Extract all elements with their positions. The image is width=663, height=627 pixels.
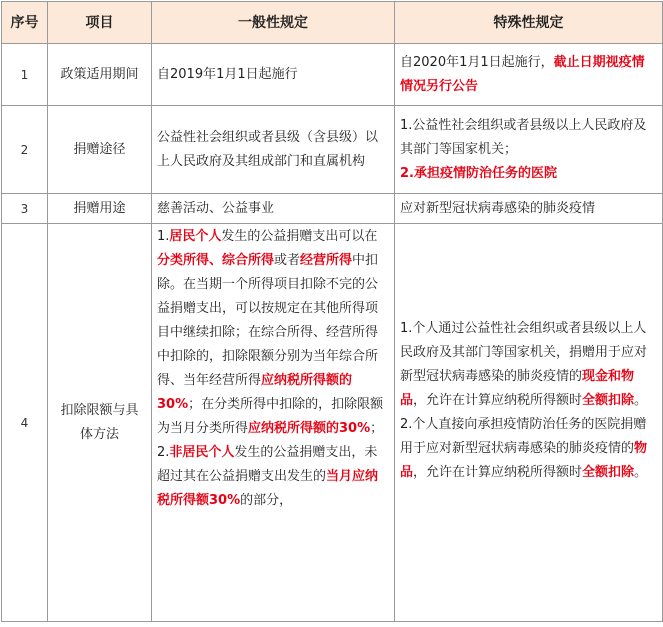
body-text: 2. <box>157 445 170 460</box>
body-text: 的部分， <box>240 493 293 508</box>
body-text: ；在分类所得中扣除的，扣除限额为当月分类所得 <box>157 397 384 436</box>
general-rule <box>152 224 395 622</box>
row-number: 3 <box>2 194 48 224</box>
special-rule <box>395 106 663 194</box>
row-number: 2 <box>2 106 48 194</box>
header-item: 项目 <box>48 2 152 44</box>
general-rule <box>152 44 395 106</box>
general-rule <box>152 194 395 224</box>
highlight-text: 居民个人 <box>169 229 222 244</box>
body-text: 自2020年1月1日起施行， <box>400 54 554 70</box>
body-text: ，允许在计算应纳税所得额时 <box>413 465 583 480</box>
table-header-row <box>2 2 663 44</box>
body-text: 发生的公益捐赠支出可以在 <box>221 229 378 244</box>
row-item: 捐赠途径 <box>48 106 152 194</box>
body-text: 或者 <box>274 253 301 268</box>
special-rule-line <box>400 114 657 162</box>
body-text: ； <box>370 421 384 436</box>
table-row <box>2 224 663 622</box>
special-rule <box>395 224 663 622</box>
row-item: 政策适用期间 <box>48 44 152 106</box>
header-special: 特殊性规定 <box>395 2 663 44</box>
special-rule-text <box>400 317 657 485</box>
body-text: 2.个人直接向承担疫情防治任务的医院捐赠用于应对新型冠状病毒感染的肺炎疫情的 <box>400 417 647 456</box>
highlight-text: 2.承担疫情防治任务的医院 <box>400 165 557 181</box>
body-text: 1.公益性社会组织或者县级以上人民政府及其部门等国家机关； <box>400 117 647 157</box>
highlight-text: 当月应纳税所得额30% <box>157 469 379 508</box>
policy-comparison-table <box>1 1 663 622</box>
header-no: 序号 <box>2 2 48 44</box>
row-number: 4 <box>2 224 48 622</box>
body-text: 。 <box>634 465 648 480</box>
body-text: 慈善活动、公益事业 <box>157 200 275 216</box>
body-text: ，允许在计算应纳税所得额时 <box>413 393 583 408</box>
highlight-text: 分类所得、综合所得 <box>157 253 275 268</box>
special-rule <box>395 44 663 106</box>
special-rule <box>395 194 663 224</box>
body-text: 发生的公益捐赠支出，未超过其在公益捐赠支出发生的 <box>157 445 378 484</box>
general-rule <box>152 106 395 194</box>
highlight-text: 应纳税所得额的30% <box>157 373 353 412</box>
highlight-text: 物品 <box>400 441 648 480</box>
highlight-text: 全额扣除 <box>582 393 635 408</box>
header-general: 一般性规定 <box>152 2 395 44</box>
highlight-text: 全额扣除 <box>582 465 635 480</box>
body-text: 1. <box>157 229 170 244</box>
row-item: 扣除限额与具体方法 <box>48 224 152 622</box>
highlight-text: 截止日期视疫情情况另行公告 <box>400 54 645 94</box>
table-row <box>2 106 663 194</box>
body-text: 。 <box>634 393 648 408</box>
highlight-text: 经营所得 <box>300 253 353 268</box>
table-row <box>2 44 663 106</box>
table-row <box>2 194 663 224</box>
highlight-text: 非居民个人 <box>169 445 235 460</box>
body-text: 应对新型冠状病毒感染的肺炎疫情 <box>400 200 596 216</box>
body-text: 中扣除。在当期一个所得项目扣除不完的公益捐赠支出，可以按规定在其他所得项目中继续扣除；在综合所得、经营所得中扣除的，扣除限额分别为当年综合所得、当年经营所得 <box>157 253 379 388</box>
body-text: 1.个人通过公益性社会组织或者县级以上人民政府及其部门等国家机关，捐赠用于应对新型冠状病毒感染的肺炎疫情的 <box>400 321 648 384</box>
body-text: 公益性社会组织或者县级（含县级）以上人民政府及其组成部门和直属机构 <box>157 129 379 169</box>
row-item: 捐赠用途 <box>48 194 152 224</box>
special-rule-line <box>400 162 657 186</box>
highlight-text: 应纳税所得额的30% <box>248 421 371 436</box>
body-text: 自2019年1月1日起施行 <box>157 66 298 82</box>
row-number: 1 <box>2 44 48 106</box>
highlight-text: 现金和物品 <box>400 369 635 408</box>
